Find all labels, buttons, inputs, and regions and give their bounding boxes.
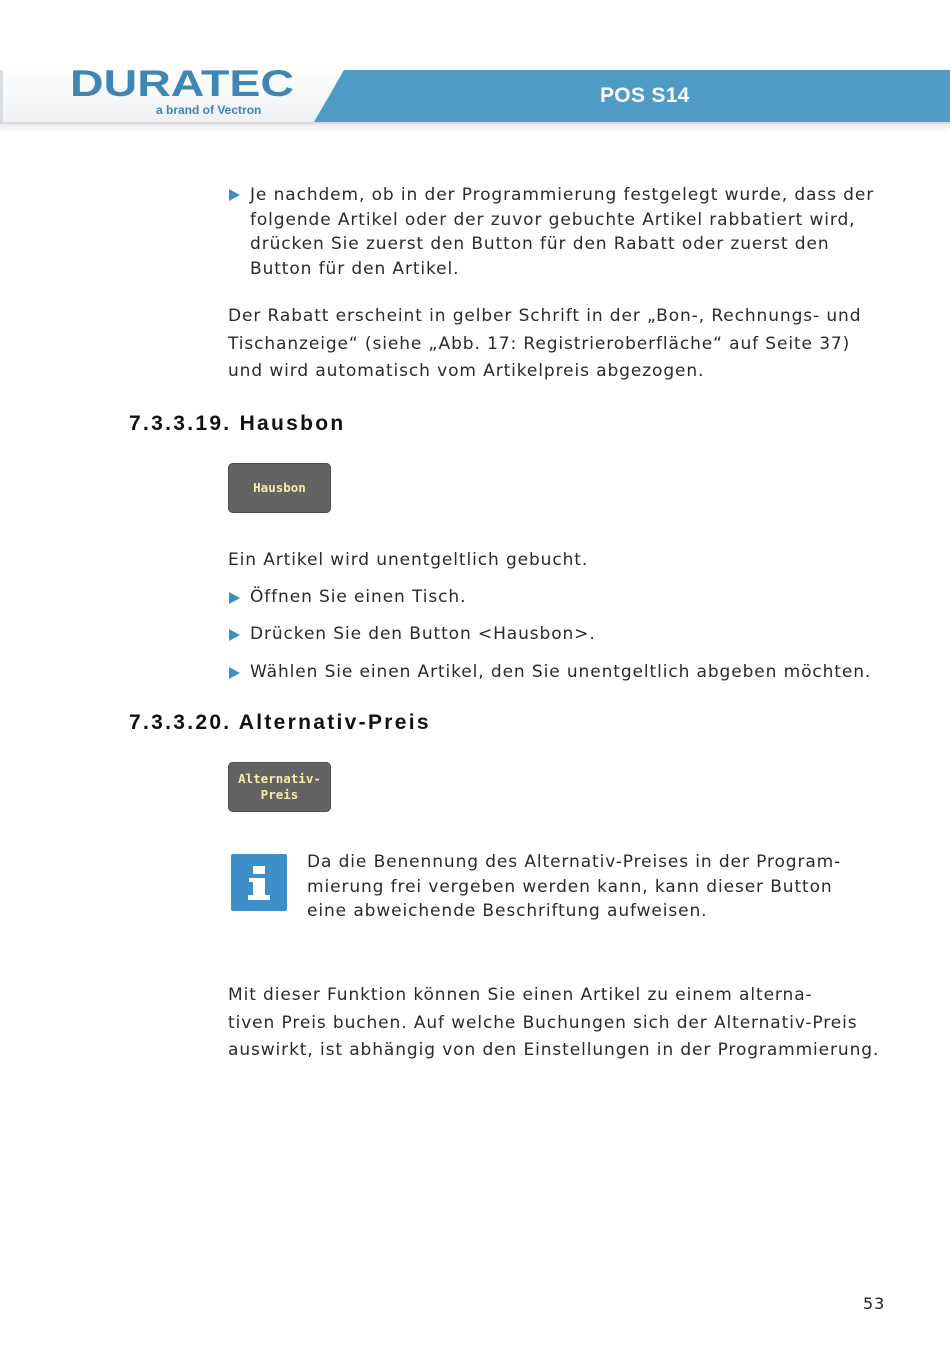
duratec-logo (70, 66, 296, 100)
header-shadow (0, 122, 950, 132)
text-line: und wird automatisch vom Artikelpreis abgezogen. (228, 361, 705, 381)
hausbon-step: Wählen Sie einen Artikel, den Sie unentgeltlich abgeben möchten. (250, 662, 872, 682)
section-heading-hausbon: 7.3.3.19. Hausbon (129, 412, 346, 435)
text-line: mierung frei vergeben werden kann, kann dieser Button (307, 876, 833, 897)
hausbon-intro: Ein Artikel wird unentgeltlich gebucht. (228, 550, 589, 570)
hausbon-step: Öffnen Sie einen Tisch. (250, 587, 467, 607)
text-line: eine abweichende Beschriftung aufweisen. (307, 901, 708, 921)
text-line: Button für den Artikel. (250, 258, 460, 279)
product-title: POS S14 (600, 84, 690, 107)
text-line: tiven Preis buchen. Auf welche Buchungen sich der Alternativ-Preis (228, 1012, 858, 1033)
text-line: Je nachdem, ob in der Programmierung festgelegt wurde, dass der (250, 185, 875, 205)
page-number: 53 (863, 1294, 886, 1313)
header-accent-line (0, 70, 3, 122)
discount-paragraph (228, 303, 861, 386)
text-line: folgende Artikel oder der zuvor gebuchte Artikel rabbatiert wird, (250, 209, 856, 230)
info-icon (231, 854, 287, 911)
text-line: Mit dieser Funktion können Sie einen Artikel zu einem alterna- (228, 985, 813, 1005)
text-line: drücken Sie zuerst den Button für den Rabatt oder zuerst den (250, 234, 830, 254)
info-note (307, 850, 841, 924)
bullet-arrow-icon (229, 592, 240, 604)
logo-text: DURATEC (70, 66, 294, 100)
alternativ-preis-button: Alternativ- Preis (228, 762, 331, 812)
section-heading-alternativ-preis: 7.3.3.20. Alternativ-Preis (129, 711, 431, 734)
bullet-arrow-icon (229, 629, 240, 641)
bullet-arrow-icon (229, 189, 240, 201)
text-line: Der Rabatt erscheint in gelber Schrift in der „Bon-, Rechnungs- und (228, 306, 862, 326)
intro-bullet-text (250, 183, 874, 281)
text-line: Tischanzeige“ (siehe „Abb. 17: Registrieroberfläche“ auf Seite 37) (228, 333, 851, 354)
text-line: auswirkt, ist abhängig von den Einstellungen in der Programmierung. (228, 1040, 880, 1060)
alternativ-paragraph (228, 982, 879, 1065)
text-line: Da die Benennung des Alternativ-Preises in der Program- (307, 852, 842, 872)
hausbon-button: Hausbon (228, 463, 331, 513)
bullet-arrow-icon (229, 667, 240, 679)
hausbon-step: Drücken Sie den Button <Hausbon>. (250, 624, 596, 644)
logo-subtitle: a brand of Vectron (156, 103, 262, 117)
